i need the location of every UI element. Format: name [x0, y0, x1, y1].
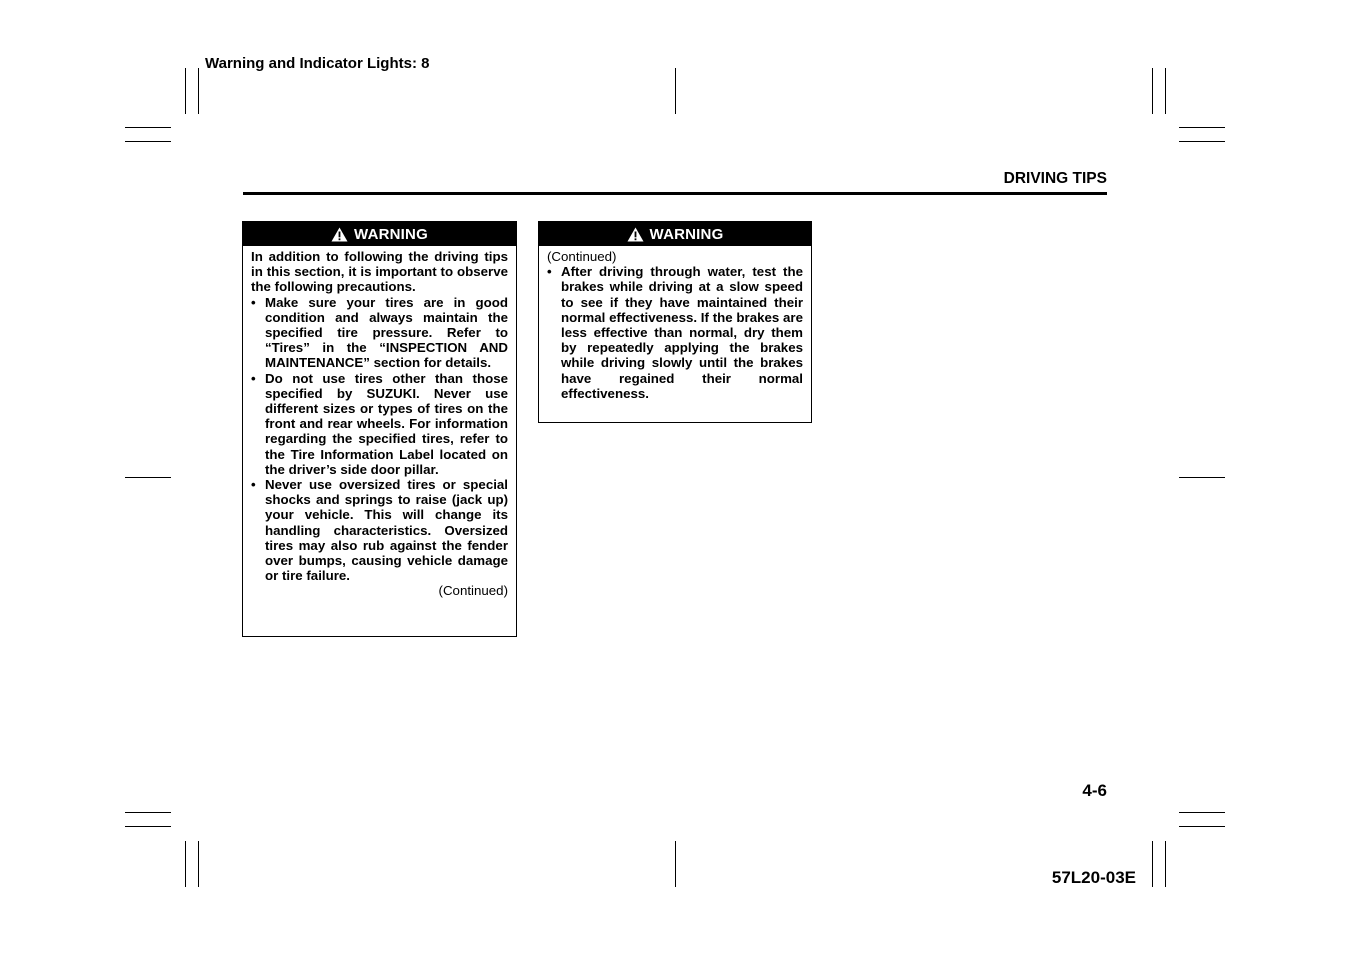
warning-body: [243, 246, 516, 603]
warning-bullet-list: [547, 264, 803, 401]
header-rule: [243, 192, 1107, 195]
continued-note: (Continued): [547, 249, 617, 264]
warning-bullet: • Never use oversized tires or special shocks and springs to raise (jack up) your vehicle. This will change its handling characteristics. Oversized tires may also rub against the fender over bumps, causing vehicle damage or tire failure.: [251, 477, 508, 583]
warning-box-1: [242, 221, 517, 637]
crop-mark: [1179, 141, 1225, 142]
warning-intro: In addition to following the driving tips in this section, it is important to observe the following precautions.: [251, 249, 508, 295]
warning-bullet-list: [251, 295, 508, 584]
warning-bullet: • Do not use tires other than those specified by SUZUKI. Never use different sizes or types of tires on the front and rear wheels. For information regarding the specified tires, refer to the Tire Information Label located on the driver’s side door pillar.: [251, 371, 508, 477]
crop-mark: [675, 68, 676, 114]
crop-mark: [1179, 812, 1225, 813]
warning-title: WARNING: [354, 225, 428, 243]
crop-mark: [1179, 477, 1225, 478]
crop-mark: [1165, 841, 1166, 887]
crop-mark: [185, 68, 186, 114]
running-head: Warning and Indicator Lights: 8: [205, 55, 430, 72]
crop-mark: [198, 841, 199, 887]
crop-mark: [125, 812, 171, 813]
crop-mark: [1179, 127, 1225, 128]
crop-mark: [125, 141, 171, 142]
warning-bullet: • Make sure your tires are in good condition and always maintain the specified tire pressure. Refer to “Tires” in the “INSPECTION AND MAINTENANCE” section for details.: [251, 295, 508, 371]
crop-mark: [1165, 68, 1166, 114]
crop-mark: [1152, 68, 1153, 114]
crop-mark: [185, 841, 186, 887]
warning-title: WARNING: [649, 225, 724, 243]
crop-mark: [675, 841, 676, 887]
crop-mark: [125, 477, 171, 478]
crop-mark: [1179, 826, 1225, 827]
warning-header: [539, 222, 811, 246]
crop-mark: [125, 127, 171, 128]
warning-header: [243, 222, 516, 246]
crop-mark: [1152, 841, 1153, 887]
crop-mark: [198, 68, 199, 114]
warning-box-2: [538, 221, 812, 423]
section-title: DRIVING TIPS: [1003, 170, 1107, 187]
document-code: 57L20-03E: [1051, 868, 1136, 887]
warning-bullet: • After driving through water, test the brakes while driving at a slow speed to see if they have maintained their normal effectiveness. If the brakes are less effective than normal, dry them by repeatedly applying the brakes while driving slowly until the brakes have regained their normal effectiveness.: [547, 264, 803, 401]
warning-triangle-icon: [331, 227, 348, 242]
warning-triangle-icon: [627, 227, 644, 242]
crop-mark: [125, 826, 171, 827]
page-number: 4-6: [1082, 781, 1107, 800]
warning-body: [539, 246, 811, 405]
continued-note: (Continued): [438, 583, 508, 599]
